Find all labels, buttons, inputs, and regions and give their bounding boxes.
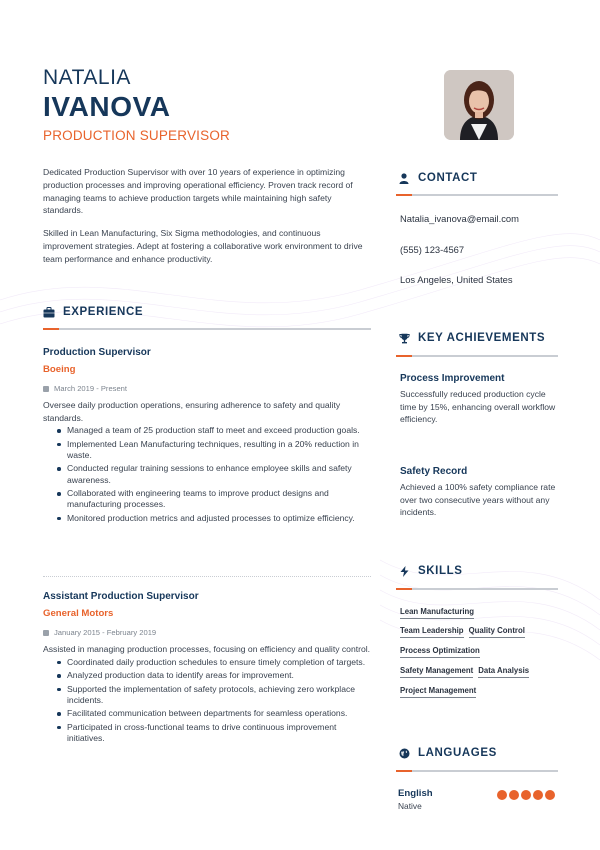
job-bullet: Participated in cross-functional teams to drive continuous improvement initiatives. <box>57 722 371 744</box>
job-role: Production Supervisor <box>43 347 151 358</box>
skills-divider <box>396 588 558 590</box>
profile-summary <box>43 166 371 276</box>
skill-tag: Data Analysis <box>478 666 529 678</box>
job-bullets <box>43 657 371 745</box>
skills-row <box>400 607 474 619</box>
job-bullets <box>43 425 371 524</box>
job-description: Oversee daily production operations, ensuring adherence to safety and quality standards. <box>43 400 341 423</box>
job-dates <box>43 628 371 637</box>
languages-divider <box>396 770 558 772</box>
experience-entry <box>43 591 371 747</box>
job-title: PRODUCTION SUPERVISOR <box>43 128 230 143</box>
achievement-title: Process Improvement <box>400 373 505 384</box>
globe-icon <box>398 747 410 759</box>
experience-separator <box>43 576 371 577</box>
trophy-icon <box>398 332 410 344</box>
skill-tag: Quality Control <box>469 626 525 638</box>
achievement-item <box>400 373 560 426</box>
achievement-item <box>400 466 560 519</box>
job-dates-text: March 2019 - Present <box>54 384 128 393</box>
rating-dot <box>533 790 543 800</box>
job-bullet: Implemented Lean Manufacturing techniques, resulting in a 20% reduction in waste. <box>57 439 371 461</box>
skills-row <box>400 666 529 678</box>
skills-row <box>400 626 525 638</box>
job-dates <box>43 384 371 393</box>
job-bullet: Managed a team of 25 production staff to meet and exceed production goals. <box>57 425 371 436</box>
achievements-divider <box>396 355 558 357</box>
skill-tag: Process Optimization <box>400 646 480 658</box>
skill-tag: Project Management <box>400 686 476 698</box>
skill-tag: Lean Manufacturing <box>400 607 474 619</box>
job-bullet: Monitored production metrics and adjusted processes to optimize efficiency. <box>57 513 371 524</box>
job-bullet: Conducted regular training sessions to enhance employee skills and safety awareness. <box>57 463 371 485</box>
contact-location: Los Angeles, United States <box>400 274 513 285</box>
language-name: English <box>398 788 433 799</box>
lightning-icon <box>398 565 410 577</box>
job-role: Assistant Production Supervisor <box>43 591 199 602</box>
contact-heading <box>398 172 478 184</box>
profile-photo <box>444 70 514 140</box>
job-company: Boeing <box>43 364 76 375</box>
briefcase-icon <box>43 306 55 318</box>
languages-heading <box>398 747 497 759</box>
job-company: General Motors <box>43 608 114 619</box>
calendar-icon <box>43 630 49 636</box>
job-bullet: Facilitated communication between departments for seamless operations. <box>57 708 371 719</box>
skills-row <box>400 686 476 698</box>
skill-tag: Safety Management <box>400 666 473 678</box>
achievement-text: Achieved a 100% safety compliance rate over two consecutive years without any incidents. <box>400 482 556 518</box>
contact-heading-label: CONTACT <box>418 172 478 184</box>
language-rating <box>497 790 555 800</box>
job-bullet: Collaborated with engineering teams to improve product designs and manufacturing processes. <box>57 488 371 510</box>
experience-entry <box>43 347 371 526</box>
job-description: Assisted in managing production processes, focusing on efficiency and quality control. <box>43 644 371 654</box>
rating-dot <box>497 790 507 800</box>
calendar-icon <box>43 386 49 392</box>
skills-heading-label: SKILLS <box>418 565 463 577</box>
achievement-title: Safety Record <box>400 466 468 477</box>
skill-tag: Team Leadership <box>400 626 464 638</box>
person-icon <box>398 172 410 184</box>
first-name: NATALIA <box>43 66 131 89</box>
languages-heading-label: LANGUAGES <box>418 747 497 759</box>
achievement-text: Successfully reduced production cycle time by 15%, enhancing overall workflow efficiency. <box>400 389 556 425</box>
rating-dot <box>509 790 519 800</box>
language-level: Native <box>398 801 422 811</box>
achievements-heading <box>398 332 545 344</box>
skills-heading <box>398 565 463 577</box>
job-bullet: Coordinated daily production schedules to ensure timely completion of targets. <box>57 657 371 668</box>
experience-divider <box>43 328 371 330</box>
last-name: IVANOVA <box>43 91 171 122</box>
experience-heading-label: EXPERIENCE <box>63 306 144 318</box>
contact-email[interactable]: Natalia_ivanova@email.com <box>400 213 519 224</box>
rating-dot <box>545 790 555 800</box>
summary-paragraph: Skilled in Lean Manufacturing, Six Sigma methodologies, and continuous improvement strategies. Adept at fostering a collaborative work environment to drive team performance and enhance productivity. <box>43 228 363 264</box>
contact-phone[interactable]: (555) 123-4567 <box>400 244 465 255</box>
summary-paragraph: Dedicated Production Supervisor with over 10 years of experience in optimizing production processes and improving operational efficiency. Proven track record of managing teams to achieve production targets while maintaining high safety standards. <box>43 167 353 216</box>
job-bullet: Supported the implementation of safety protocols, achieving zero workplace incidents. <box>57 684 371 706</box>
experience-heading <box>43 306 143 318</box>
achievements-heading-label: KEY ACHIEVEMENTS <box>418 332 546 344</box>
job-dates-text: January 2015 - February 2019 <box>54 628 157 637</box>
contact-divider <box>396 194 558 196</box>
rating-dot <box>521 790 531 800</box>
skills-row <box>400 646 480 658</box>
job-bullet: Analyzed production data to identify areas for improvement. <box>57 670 371 681</box>
